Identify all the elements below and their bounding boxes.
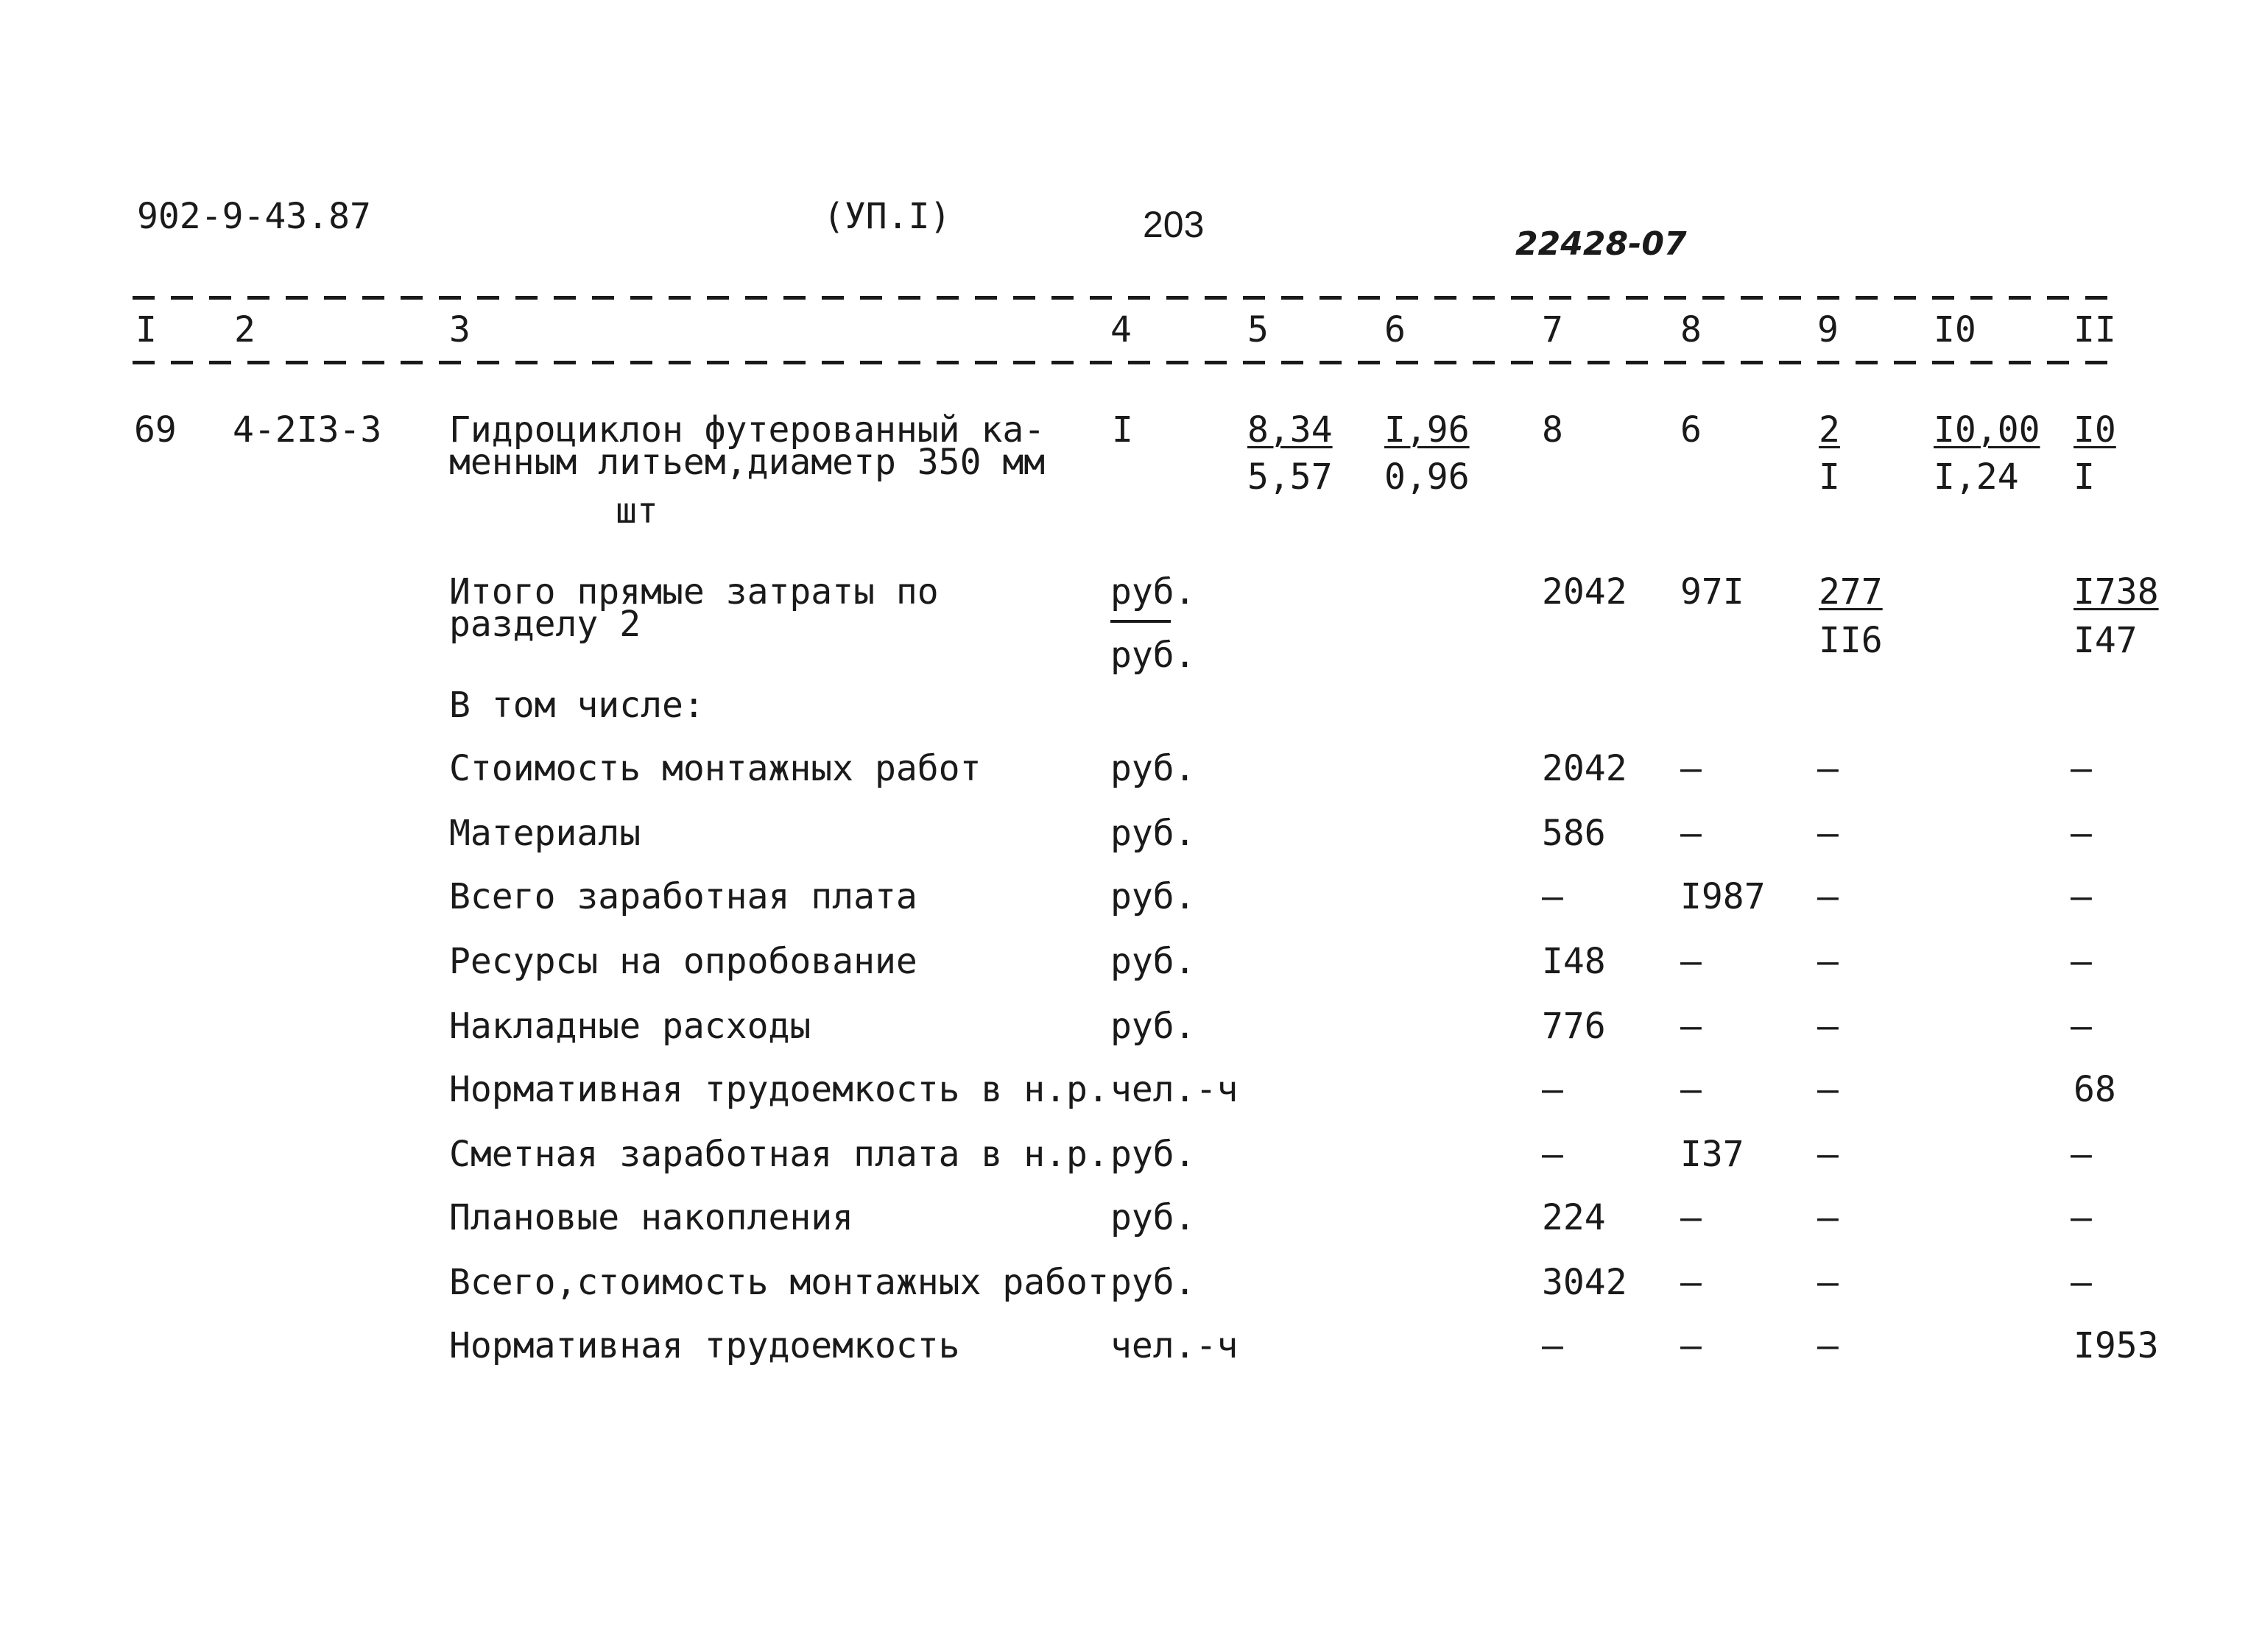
col-header-1: I xyxy=(135,309,157,350)
total-col11-top: I738 xyxy=(2074,571,2159,613)
row-col9: – xyxy=(1817,748,1839,789)
row-col11: – xyxy=(2071,1197,2092,1238)
col-header-3: 3 xyxy=(449,309,471,350)
row-col11: – xyxy=(2071,1262,2092,1303)
item-description-line2: менным литьем,диаметр 350 мм xyxy=(449,442,1046,483)
item-col5-bottom: 5,57 xyxy=(1247,456,1333,498)
handwritten-stamp: 22428-07 xyxy=(1515,225,1687,263)
row-col7: 2042 xyxy=(1542,748,1627,789)
section-label: (УП.I) xyxy=(823,196,951,237)
row-label: Сметная заработная плата в н.р. xyxy=(449,1134,1109,1175)
item-col5-top: 8,34 xyxy=(1247,409,1333,451)
row-col7: 224 xyxy=(1542,1197,1606,1238)
col-header-7: 7 xyxy=(1542,309,1563,350)
row-label: Нормативная трудоемкость xyxy=(449,1325,960,1366)
item-col10-top: I0,00 xyxy=(1934,409,2040,451)
row-unit: руб. xyxy=(1110,1197,1196,1238)
row-col8: I37 xyxy=(1680,1134,1744,1175)
item-col6-top: I,96 xyxy=(1384,409,1470,451)
row-col11: I953 xyxy=(2074,1325,2159,1366)
item-col6-bottom: 0,96 xyxy=(1384,456,1470,498)
row-col7: – xyxy=(1542,876,1563,917)
row-unit: руб. xyxy=(1110,1134,1196,1175)
row-label: Ресурсы на опробование xyxy=(449,941,917,982)
item-col8: 6 xyxy=(1680,409,1702,451)
item-number: 69 xyxy=(134,409,177,451)
col-header-6: 6 xyxy=(1384,309,1406,350)
row-col8: – xyxy=(1680,1262,1702,1303)
row-unit: руб. xyxy=(1110,1006,1196,1047)
item-quantity: I xyxy=(1112,409,1133,451)
row-col9: – xyxy=(1817,1262,1839,1303)
row-col9: – xyxy=(1817,813,1839,854)
row-unit: чел.-ч xyxy=(1110,1325,1239,1366)
row-label: Накладные расходы xyxy=(449,1006,811,1047)
row-unit: руб. xyxy=(1110,1262,1196,1303)
row-col11: – xyxy=(2071,1134,2092,1175)
total-col7: 2042 xyxy=(1542,571,1627,613)
row-col11: – xyxy=(2071,813,2092,854)
row-col9: – xyxy=(1817,1006,1839,1047)
item-col9-bottom: I xyxy=(1819,456,1840,498)
item-code: 4-2I3-3 xyxy=(233,409,382,451)
total-col11-bottom: I47 xyxy=(2074,620,2138,661)
total-col9-top: 277 xyxy=(1819,571,1883,613)
row-col11: – xyxy=(2071,876,2092,917)
row-col8: – xyxy=(1680,748,1702,789)
col-header-2: 2 xyxy=(234,309,256,350)
row-col7: – xyxy=(1542,1069,1563,1110)
total-col9-bottom: II6 xyxy=(1819,620,1883,661)
row-col9: – xyxy=(1817,876,1839,917)
row-col9: – xyxy=(1817,1325,1839,1366)
header-bottom-rule xyxy=(133,361,2113,364)
item-unit: шт xyxy=(616,490,658,532)
col-header-11: II xyxy=(2074,309,2116,350)
row-label: Стоимость монтажных работ xyxy=(449,748,982,789)
row-label: Всего,стоимость монтажных работ xyxy=(449,1262,1109,1303)
including-label: В том числе: xyxy=(449,685,705,726)
row-col8: – xyxy=(1680,1325,1702,1366)
col-header-8: 8 xyxy=(1680,309,1702,350)
row-unit: руб. xyxy=(1110,748,1196,789)
item-col7: 8 xyxy=(1542,409,1563,451)
row-col11: – xyxy=(2071,941,2092,982)
item-description-line1: Гидроциклон футерованный ка- xyxy=(449,409,1046,451)
row-unit: чел.-ч xyxy=(1110,1069,1239,1110)
row-col8: – xyxy=(1680,1197,1702,1238)
item-col10-bottom: I,24 xyxy=(1934,456,2019,498)
row-col8: – xyxy=(1680,941,1702,982)
row-label: Материалы xyxy=(449,813,641,854)
row-col11: 68 xyxy=(2074,1069,2116,1110)
row-unit: руб. xyxy=(1110,813,1196,854)
row-col9: – xyxy=(1817,1197,1839,1238)
col-header-10: I0 xyxy=(1934,309,1976,350)
row-col8: – xyxy=(1680,1006,1702,1047)
row-unit: руб. xyxy=(1110,876,1196,917)
row-col11: – xyxy=(2071,748,2092,789)
row-col7: 586 xyxy=(1542,813,1606,854)
row-col8: – xyxy=(1680,1069,1702,1110)
total-description-line2: разделу 2 xyxy=(449,604,641,645)
row-col9: – xyxy=(1817,941,1839,982)
row-col7: – xyxy=(1542,1134,1563,1175)
total-description-line1: Итого прямые затраты по xyxy=(449,571,939,613)
total-unit-fraction-bar xyxy=(1110,620,1171,623)
total-col8: 97I xyxy=(1680,571,1744,613)
row-unit: руб. xyxy=(1110,941,1196,982)
row-col11: – xyxy=(2071,1006,2092,1047)
row-col7: I48 xyxy=(1542,941,1606,982)
row-col7: – xyxy=(1542,1325,1563,1366)
document-code: 902-9-43.87 xyxy=(137,196,371,237)
col-header-5: 5 xyxy=(1247,309,1269,350)
row-label: Всего заработная плата xyxy=(449,876,917,917)
row-col9: – xyxy=(1817,1134,1839,1175)
total-unit-top: руб. xyxy=(1110,571,1196,613)
row-label: Нормативная трудоемкость в н.р. xyxy=(449,1069,1109,1110)
row-col7: 776 xyxy=(1542,1006,1606,1047)
row-col7: 3042 xyxy=(1542,1262,1627,1303)
item-col9-top: 2 xyxy=(1819,409,1840,451)
row-col8: I987 xyxy=(1680,876,1766,917)
col-header-9: 9 xyxy=(1817,309,1839,350)
col-header-4: 4 xyxy=(1110,309,1132,350)
total-unit-bottom: руб. xyxy=(1110,635,1196,676)
row-label: Плановые накопления xyxy=(449,1197,854,1238)
row-col9: – xyxy=(1817,1069,1839,1110)
item-col11-bottom: I xyxy=(2074,456,2095,498)
item-col11-top: I0 xyxy=(2074,409,2116,451)
row-col8: – xyxy=(1680,813,1702,854)
header-top-rule xyxy=(133,296,2113,300)
page-number: 203 xyxy=(1143,204,1205,245)
